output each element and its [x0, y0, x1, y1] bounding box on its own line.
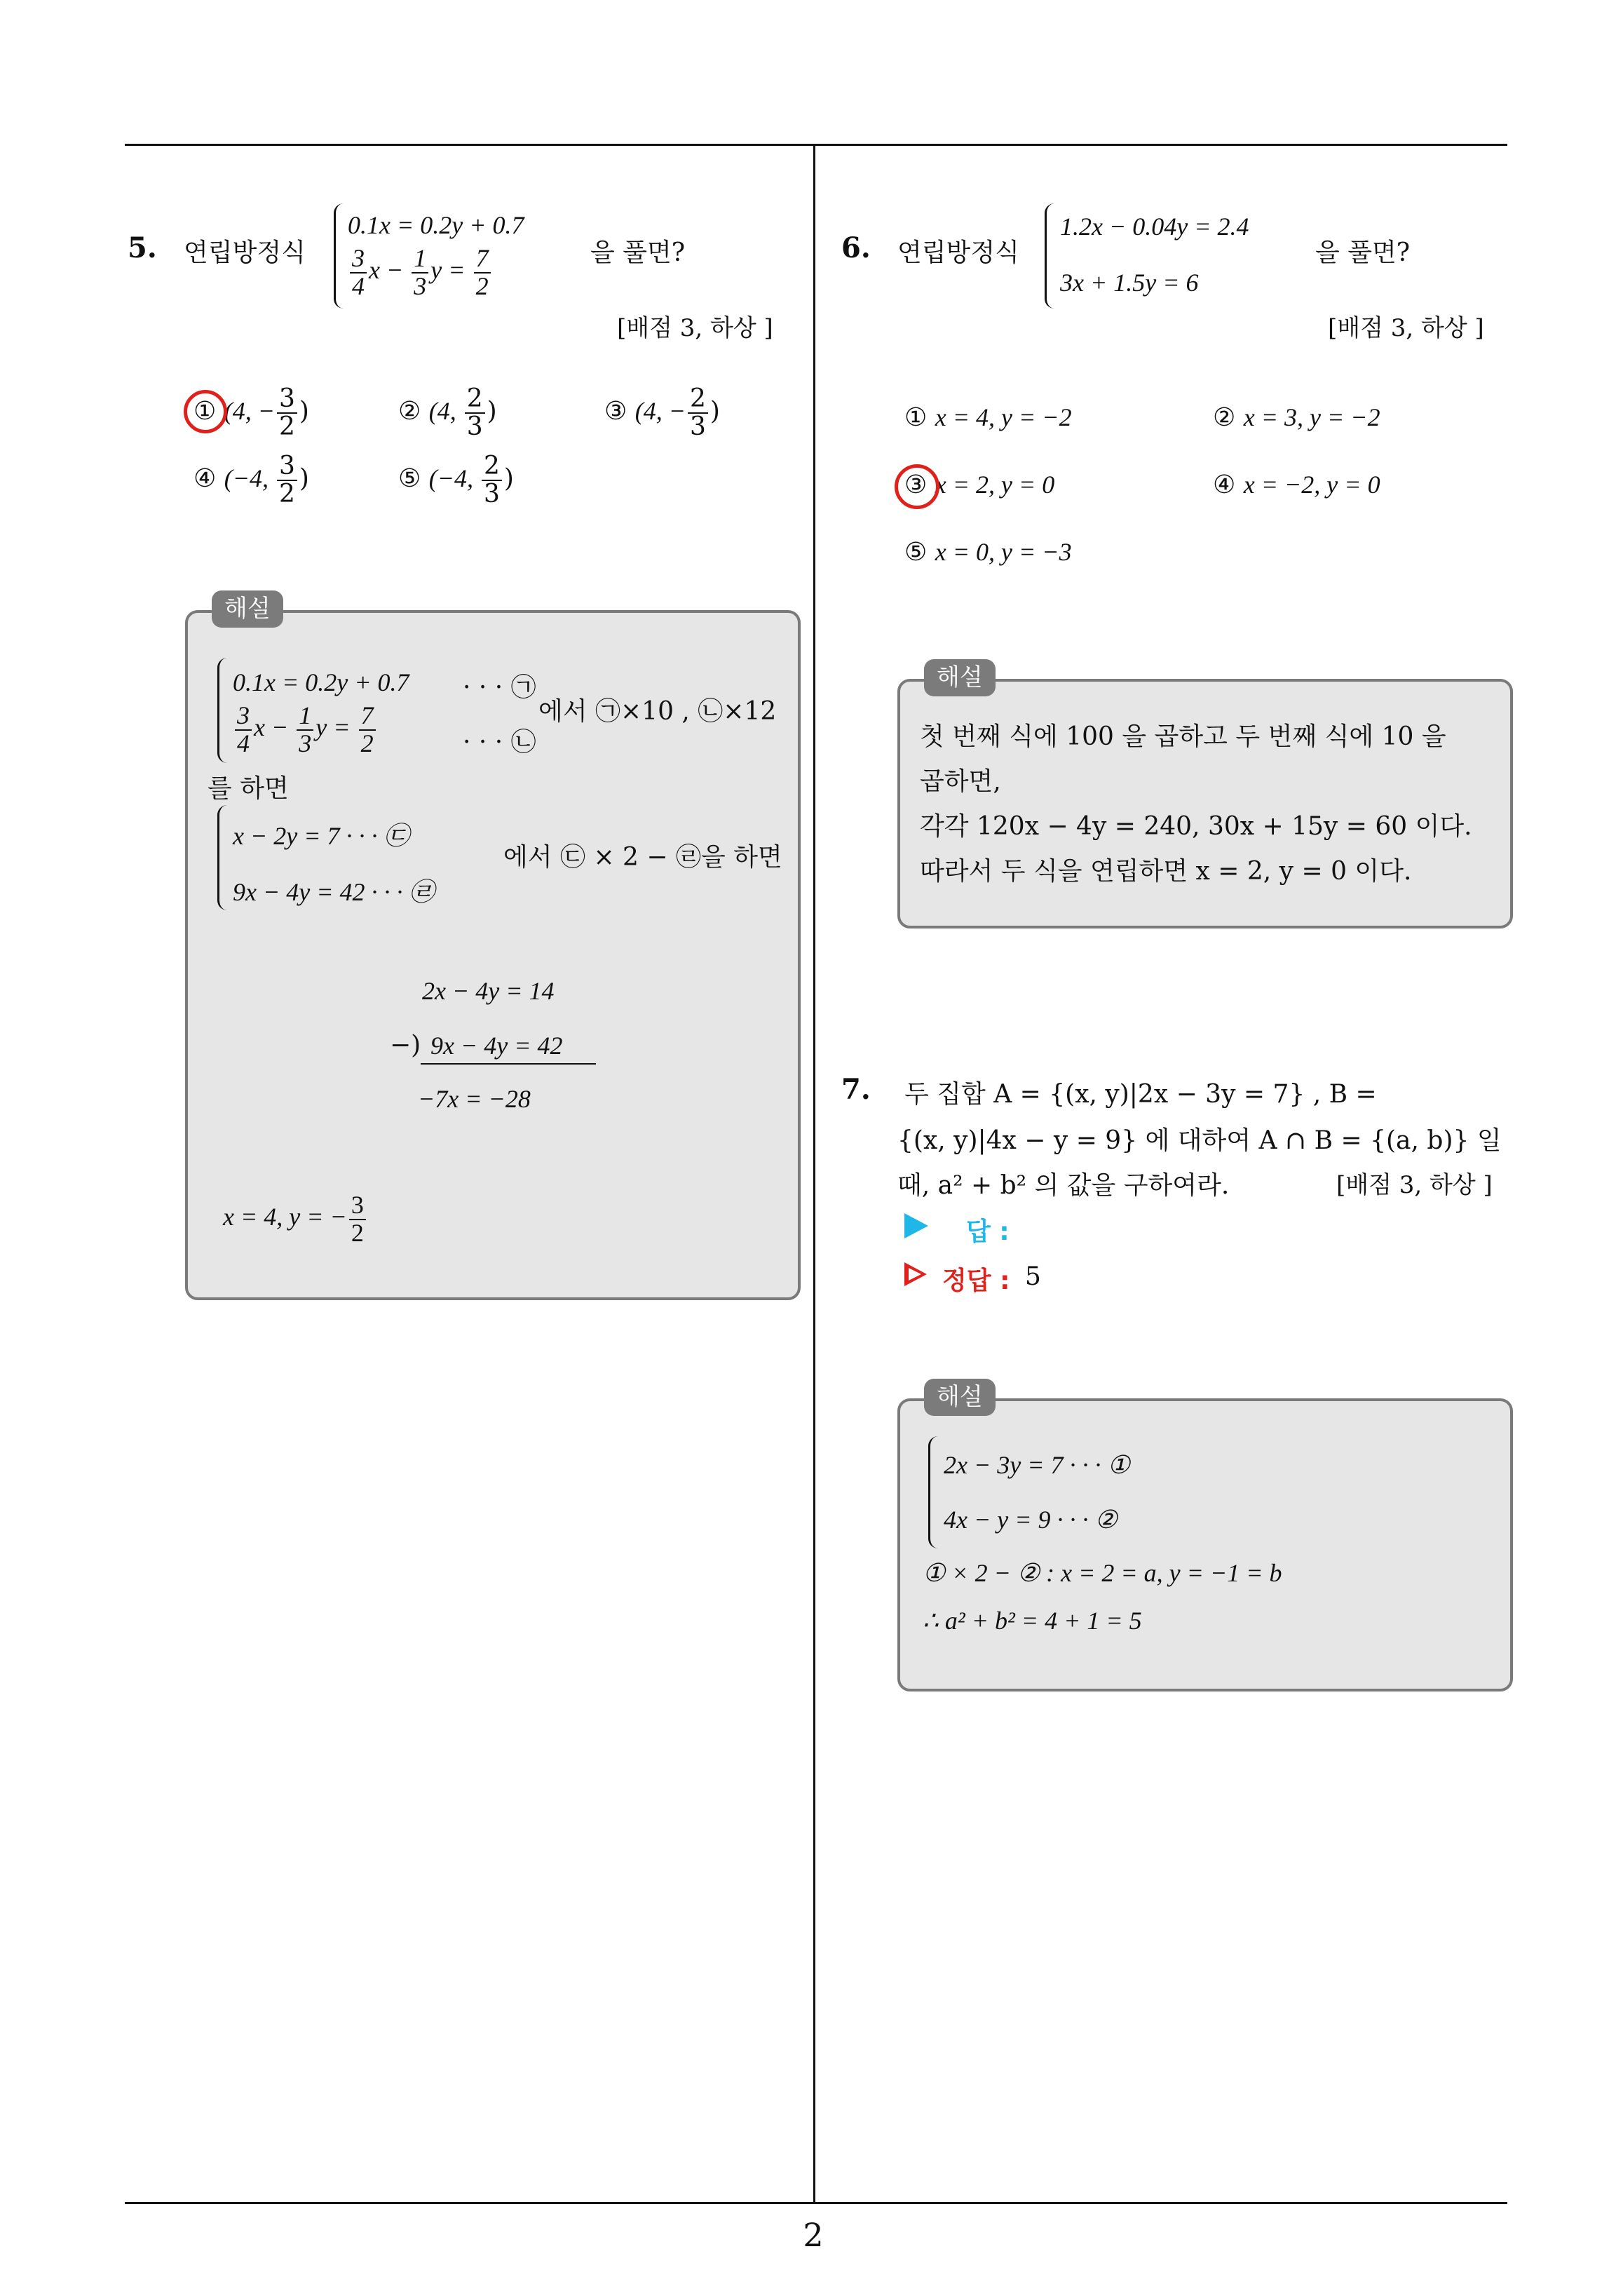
correct-arrow-hollow	[909, 1268, 921, 1281]
solution-line-2: 곱하면,	[920, 767, 1001, 796]
answer-circle-mark	[184, 390, 227, 433]
option-5[interactable]: ⑤ (−4, $\frac{2}{3}$ )	[398, 452, 514, 508]
solution-step-2-note: 에서 ㉢ × 2 − ㉣을 하면	[503, 843, 782, 872]
column-divider	[813, 144, 815, 2203]
equation-1: 1.2x − 0.04y = 2.4	[1060, 212, 1249, 241]
score-meta: [배점 3, 하상 ]	[1328, 314, 1484, 342]
score-meta: [배점 3, 하상 ]	[1336, 1171, 1493, 1199]
bottom-rule	[125, 2202, 1507, 2204]
question-tail: 을 풀면?	[1315, 238, 1411, 267]
question-number: 7.	[841, 1073, 871, 1106]
calc-underline	[421, 1063, 596, 1065]
answer-circle-mark	[895, 464, 939, 509]
option-3[interactable]: ③ (4, − $\frac{2}{3}$ )	[604, 384, 720, 441]
solution-brace-2	[217, 805, 232, 910]
solution-line-3: ① × 2 − ② : x = 2 = a, y = −1 = b	[923, 1559, 1282, 1587]
option-3[interactable]: ③ x = 2, y = 0	[904, 471, 1055, 499]
question-line-2: {(x, y)|4x − y = 9} 에 대하여 A ∩ B = {(a, b)} 일	[897, 1126, 1502, 1155]
equation-2: $\frac{3}{4}$ x − $\frac{1}{3}$ y = $\frac{7}{2}$	[348, 245, 493, 300]
page-number: 2	[803, 2216, 824, 2254]
option-1[interactable]: ① (4, − $\frac{3}{2}$ )	[193, 384, 309, 441]
solution-eq-1: 2x − 3y = 7 · · · ①	[944, 1451, 1130, 1479]
solution-line-4: ∴ a² + b² = 4 + 1 = 5	[923, 1607, 1142, 1635]
question-tail: 을 풀면?	[590, 238, 686, 267]
option-2[interactable]: ② x = 3, y = −2	[1213, 403, 1380, 432]
solution-eq-2: $\frac{3}{4}$ x − $\frac{1}{3}$ y = $\frac{7}{2}$	[233, 703, 378, 757]
system-brace	[1045, 203, 1059, 309]
solution-line-4: 따라서 두 식을 연립하면 x = 2, y = 0 이다.	[920, 857, 1412, 886]
question-prompt: 연립방정식	[184, 238, 306, 267]
solution-ref-1: · · · ㉠	[463, 673, 536, 702]
score-meta: [배점 3, 하상 ]	[617, 314, 773, 342]
solution-step-1-note: 에서 ㉠×10 , ㉡×12	[538, 697, 777, 726]
calc-line-1: 2x − 4y = 14	[422, 977, 555, 1005]
system-brace	[334, 203, 348, 309]
answer-arrow-icon	[904, 1213, 928, 1238]
solution-brace	[928, 1436, 943, 1548]
option-4[interactable]: ④ (−4, $\frac{3}{2}$ )	[193, 452, 309, 508]
answer-label: 답 :	[966, 1217, 1010, 1246]
solution-tag: 해설	[924, 1379, 996, 1416]
solution-brace-1	[217, 658, 232, 763]
solution-eq-4: 9x − 4y = 42 · · · ㉣	[233, 878, 435, 906]
question-line-1: 두 집합 A = {(x, y)|2x − 3y = 7} , B =	[904, 1080, 1377, 1109]
option-1[interactable]: ① x = 4, y = −2	[904, 403, 1072, 432]
question-prompt: 연립방정식	[897, 238, 1019, 267]
solution-step-1-after: 를 하면	[208, 774, 289, 803]
correct-answer-value: 5	[1025, 1262, 1041, 1291]
option-2[interactable]: ② (4, $\frac{2}{3}$ )	[398, 384, 497, 441]
question-line-3: 때, a² + b² 의 값을 구하여라.	[897, 1171, 1230, 1200]
calc-minus-sign: −)	[390, 1031, 421, 1060]
solution-eq-1: 0.1x = 0.2y + 0.7	[233, 668, 409, 696]
solution-eq-3: x − 2y = 7 · · · ㉢	[233, 822, 409, 850]
solution-final: x = 4, y = − $\frac{3}{2}$	[223, 1192, 368, 1247]
calc-line-3: −7x = −28	[418, 1085, 531, 1113]
question-number: 6.	[841, 231, 871, 264]
solution-line-3: 각각 120x − 4y = 240, 30x + 15y = 60 이다.	[920, 812, 1472, 841]
solution-line-1: 첫 번째 식에 100 을 곱하고 두 번째 식에 10 을	[920, 722, 1446, 751]
equation-2: 3x + 1.5y = 6	[1060, 269, 1199, 297]
question-number: 5.	[128, 231, 157, 264]
solution-tag: 해설	[212, 590, 283, 628]
solution-ref-2: · · · ㉡	[463, 728, 536, 757]
option-5[interactable]: ⑤ x = 0, y = −3	[904, 538, 1072, 567]
equation-1: 0.1x = 0.2y + 0.7	[348, 211, 524, 239]
solution-tag: 해설	[924, 659, 996, 696]
correct-answer-label: 정답 :	[942, 1267, 1010, 1295]
top-rule	[125, 144, 1507, 146]
solution-eq-2: 4x − y = 9 · · · ②	[944, 1506, 1118, 1534]
option-4[interactable]: ④ x = −2, y = 0	[1213, 471, 1380, 499]
solution-box	[897, 1398, 1513, 1691]
calc-line-2: 9x − 4y = 42	[430, 1032, 563, 1060]
